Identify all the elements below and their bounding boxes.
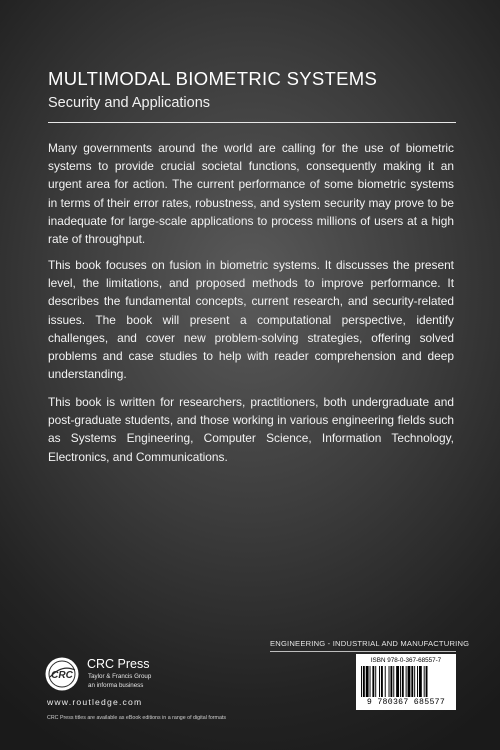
barcode-bar — [424, 666, 425, 697]
barcode-bar — [389, 666, 390, 697]
barcode-bar — [400, 666, 401, 697]
description-paragraph-2: This book focuses on fusion in biometric systems. It discusses the present level, the limitations, and proposed methods to improve performance. It describes the fundamental concepts, current research, and security-related issues. The book will present a computational perspective, identify challenges, and cover new problem-solving strategies, offering solved problems and case studies to help with reader comprehension and deep understanding. — [48, 258, 454, 382]
subject-category: ENGINEERING - INDUSTRIAL AND MANUFACTURING — [270, 639, 470, 648]
barcode-bar — [372, 666, 374, 697]
logo-letters: CRC — [51, 670, 73, 681]
barcode-bar — [414, 666, 415, 697]
publisher-group: Taylor & Francis Group — [88, 673, 152, 680]
barcode-bar — [406, 666, 407, 697]
barcode-bar — [370, 666, 371, 697]
barcode-bar — [381, 666, 383, 697]
isbn-barcode — [356, 654, 456, 710]
description-paragraph-3: This book is written for researchers, practitioners, both undergraduate and post-graduate students, and those working in various engineering fields such as Systems Engineering, Computer Science, Information Technology, Electronics, and Communications. — [48, 395, 454, 464]
isbn-label: ISBN 978-0-367-68557-7 — [370, 657, 442, 664]
publisher-business: an informa business — [88, 682, 144, 689]
barcode-bar — [375, 666, 376, 697]
barcode-bar — [361, 666, 362, 697]
barcode-bars — [361, 666, 451, 697]
book-subtitle: Security and Applications — [48, 95, 211, 111]
category-rule — [270, 651, 456, 652]
barcode-bar — [411, 666, 413, 697]
barcode-bar — [419, 666, 422, 697]
barcode-bar — [408, 666, 411, 697]
barcode-bar — [417, 666, 418, 697]
description-paragraph-1: Many governments around the world are calling for the use of biometric systems to provide crucial societal functions, consequently making it an urgent area for action. The current performance of some biometric systems in terms of their error rates, robustness, and system security may prove to be inadequate for large-scale applications to process millions of users at a high rate of throughput. — [48, 141, 454, 247]
publisher-name: CRC Press — [87, 657, 150, 671]
barcode-digits: 9 780367 685577 — [366, 698, 446, 707]
barcode-bar — [390, 666, 392, 697]
title-rule — [48, 122, 456, 123]
barcode-bar — [379, 666, 380, 697]
barcode-bar — [396, 666, 399, 697]
crc-press-logo-icon — [44, 656, 80, 692]
book-title: MULTIMODAL BIOMETRIC SYSTEMS — [48, 68, 378, 89]
barcode-bar — [402, 666, 404, 697]
publisher-website[interactable]: www.routledge.com — [47, 697, 143, 707]
barcode-bar — [426, 666, 428, 697]
barcode-bar — [366, 666, 369, 697]
barcode-bar — [385, 666, 386, 697]
barcode-bar — [393, 666, 394, 697]
barcode-bar — [363, 666, 365, 697]
ebook-footnote: CRC Press titles are available as eBook editions in a range of digital formats — [47, 715, 227, 721]
